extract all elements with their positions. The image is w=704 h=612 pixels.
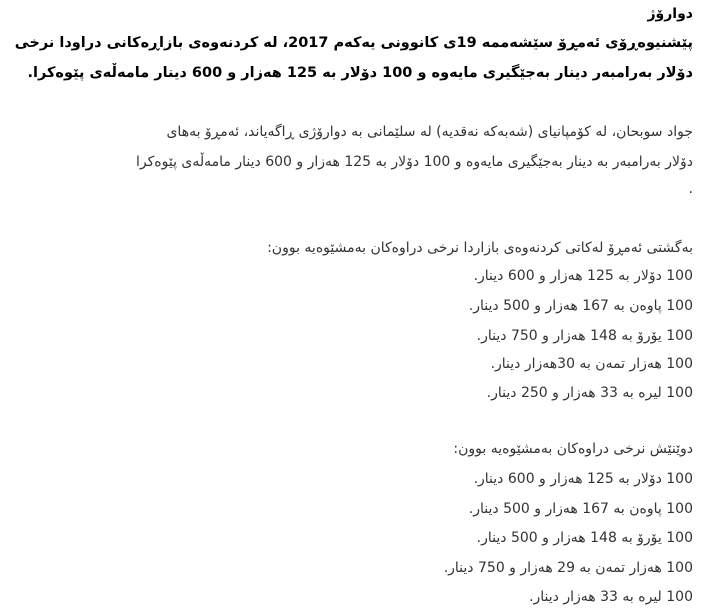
yesterday-rates-heading: دوێنێش نرخی دراوەکان بەمشێوەیە بوون:	[453, 441, 693, 457]
rate-item: 100 هەزار تمەن بە 29 هەزار و 750 دینار.	[443, 560, 693, 576]
rate-item: 100 دۆلار بە 125 هەزار و 600 دینار.	[473, 471, 693, 487]
today-rates-heading: بەگشتی ئەمڕۆ لەکاتی کردنەوەی بازاردا نرخی دراوەکان بەمشێوەیە بوون:	[267, 240, 693, 256]
rate-item: 100 پاوەن بە 167 هەزار و 500 دینار.	[468, 501, 693, 517]
lead-line: پێشنیوەڕۆی ئەمڕۆ سێشەممە 19ی کانوونی یەکەم 2017، لە کردنەوەی بازاڕەکانی دراودا نرخی	[14, 35, 693, 51]
rate-item: 100 لیرە بە 33 هەزار و 250 دینار.	[486, 385, 693, 401]
body-line: جواد سوبحان، لە کۆمپانیای (شەبەکە نەقدیە) لە سلێمانی بە دوارۆژی ڕاگەیاند، ئەمڕۆ بەهای	[166, 124, 693, 140]
rate-item: 100 یۆرۆ بە 148 هەزار و 750 دینار.	[476, 328, 693, 344]
rate-item: 100 یۆرۆ بە 148 هەزار و 500 دینار.	[476, 530, 693, 546]
rate-item: 100 پاوەن بە 167 هەزار و 500 دینار.	[468, 298, 693, 314]
article-title: دوارۆژ	[647, 6, 693, 22]
rate-item: 100 هەزار تمەن بە 30هەزار دینار.	[490, 356, 693, 372]
rate-item: 100 لیرە بە 33 هەزار دینار.	[529, 589, 693, 605]
body-line: دۆلار بەرامبەر بە دینار بەجێگیری مایەوە و 100 دۆلار بە 125 هەزار و 600 دینار مامەڵەی پێوەکرا	[136, 154, 693, 170]
rate-item: 100 دۆلار بە 125 هەزار و 600 دینار.	[473, 268, 693, 284]
body-line: .	[688, 181, 693, 197]
lead-line: دۆلار بەرامبەر دینار بەجێگیری مایەوە و 100 دۆلار بە 125 هەزار و 600 دینار مامەڵەی پێوەکرا.	[27, 65, 693, 81]
